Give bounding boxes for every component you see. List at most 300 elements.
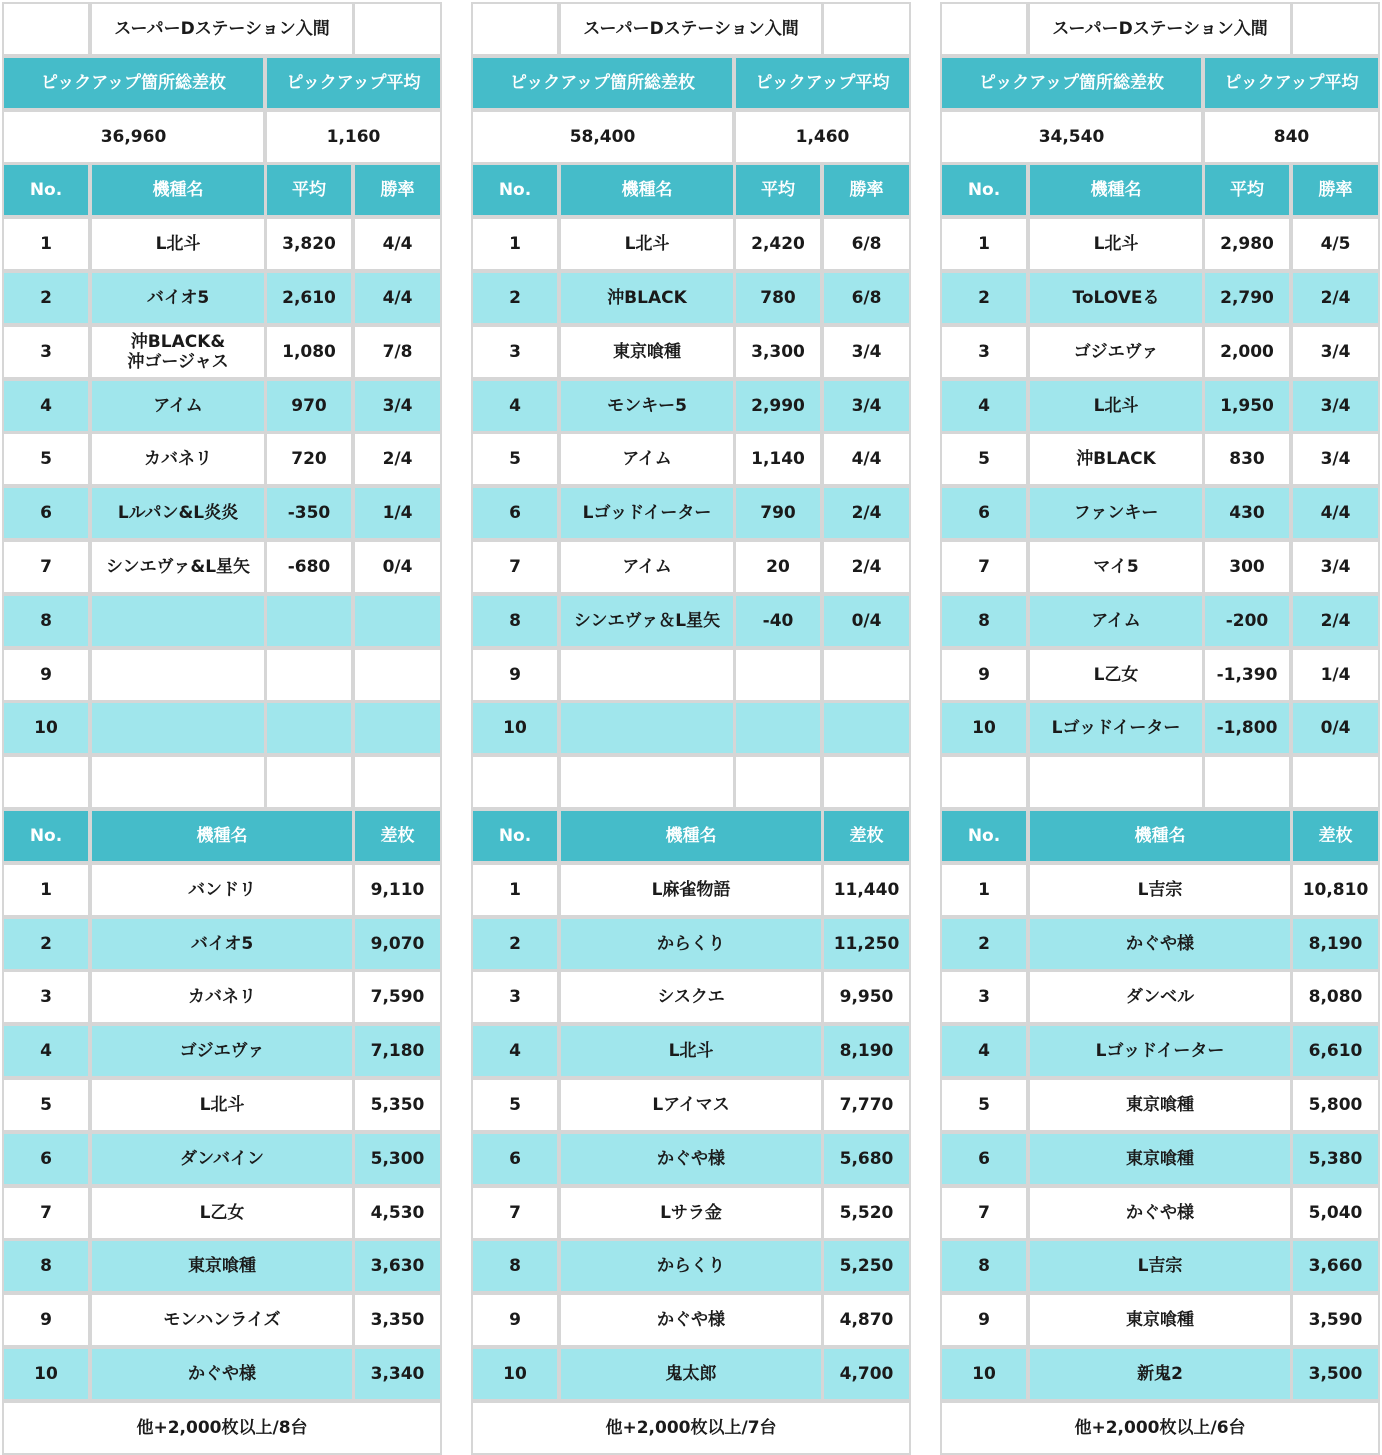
pickup-cell-win-rate: [822, 648, 911, 702]
pickup-cell-no: 8: [940, 594, 1028, 648]
ranking-cell-model: モンハンライズ: [90, 1293, 354, 1347]
pickup-cell-win-rate: 3/4: [1291, 432, 1380, 486]
ranking-cell-no: 6: [2, 1132, 90, 1186]
summary-value-row: [940, 110, 1380, 164]
pickup-cell-no: 1: [2, 217, 90, 271]
pickup-cell-model: カバネリ: [90, 432, 266, 486]
ranking-cell-diff: 5,800: [1291, 1078, 1380, 1132]
pickup-cell-win-rate: [353, 594, 442, 648]
ranking-cell-diff: 11,440: [822, 863, 911, 917]
pickup-cell-no: 1: [940, 217, 1028, 271]
ranking-cell-diff: 9,070: [353, 917, 442, 971]
pickup-cell-model: L北斗: [1028, 379, 1204, 433]
pickup-cell-win-rate: [353, 701, 442, 755]
pickup-cell-no: 10: [471, 701, 559, 755]
summary-total-header: ピックアップ箇所総差枚: [940, 56, 1203, 110]
pickup-cell-no: 10: [940, 701, 1028, 755]
ranking-cell-model: L北斗: [559, 1024, 823, 1078]
ranking-cell-model: かぐや様: [1028, 917, 1292, 971]
pickup-cell-model: シンエヴァ&L星矢: [90, 540, 266, 594]
pickup-cell-average: 20: [734, 540, 822, 594]
ranking-header-model: 機種名: [90, 809, 354, 863]
ranking-cell-model: からくり: [559, 1239, 823, 1293]
pickup-cell-average: -40: [734, 594, 822, 648]
ranking-cell-model: バンドリ: [90, 863, 354, 917]
pickup-header-model: 機種名: [1028, 163, 1204, 217]
ranking-row: [471, 1239, 911, 1293]
ranking-row: [940, 1239, 1380, 1293]
pickup-row: [471, 432, 911, 486]
ranking-cell-no: 8: [2, 1239, 90, 1293]
pickup-row: [940, 594, 1380, 648]
pickup-header-row: [471, 163, 911, 217]
pickup-cell-no: 6: [2, 486, 90, 540]
ranking-cell-diff: 4,870: [822, 1293, 911, 1347]
pickup-cell-model: マイ5: [1028, 540, 1204, 594]
ranking-row: [940, 917, 1380, 971]
ranking-row: [2, 863, 442, 917]
pickup-cell-no: 9: [940, 648, 1028, 702]
ranking-header-no: No.: [2, 809, 90, 863]
pickup-cell-average: 780: [734, 271, 822, 325]
pickup-cell-model: アイム: [1028, 594, 1204, 648]
pickup-cell-model: 沖BLACK& 沖ゴージャス: [90, 325, 266, 379]
pickup-row: [2, 540, 442, 594]
pickup-cell-win-rate: 3/4: [1291, 540, 1380, 594]
footer-note: 他+2,000枚以上/8台: [2, 1401, 442, 1455]
pickup-cell-no: 5: [471, 432, 559, 486]
pickup-cell-model: シンエヴァ＆L星矢: [559, 594, 735, 648]
title-row: [2, 2, 442, 56]
ranking-cell-model: 新鬼2: [1028, 1347, 1292, 1401]
ranking-cell-model: L吉宗: [1028, 863, 1292, 917]
ranking-cell-no: 7: [2, 1186, 90, 1240]
pickup-cell-no: 4: [2, 379, 90, 433]
pickup-row: [471, 379, 911, 433]
pickup-cell-average: 3,820: [265, 217, 353, 271]
ranking-cell-model: Lサラ金: [559, 1186, 823, 1240]
pickup-cell-model: 東京喰種: [559, 325, 735, 379]
pickup-cell-win-rate: 0/4: [353, 540, 442, 594]
ranking-cell-model: 東京喰種: [90, 1239, 354, 1293]
ranking-row: [2, 1347, 442, 1401]
ranking-cell-diff: 8,190: [822, 1024, 911, 1078]
pickup-cell-win-rate: [822, 701, 911, 755]
pickup-cell-win-rate: 3/4: [353, 379, 442, 433]
pickup-cell-win-rate: 2/4: [1291, 594, 1380, 648]
date-label: 4/23: [940, 2, 1028, 56]
pickup-header-win-rate: 勝率: [1291, 163, 1380, 217]
ranking-cell-no: 4: [471, 1024, 559, 1078]
ranking-header-row: [471, 809, 911, 863]
ranking-row: [940, 1024, 1380, 1078]
ranking-row: [940, 1132, 1380, 1186]
pickup-cell-win-rate: 2/4: [822, 540, 911, 594]
pickup-cell-no: 4: [471, 379, 559, 433]
summary-total-value: 58,400: [471, 110, 734, 164]
pickup-cell-win-rate: 4/4: [1291, 486, 1380, 540]
pickup-row: [2, 648, 442, 702]
ranking-cell-no: 8: [471, 1239, 559, 1293]
day-block-1: [2, 0, 442, 1454]
day-block-3: [940, 0, 1380, 1454]
pickup-cell-win-rate: 2/4: [1291, 271, 1380, 325]
ranking-cell-diff: 7,180: [353, 1024, 442, 1078]
summary-total-header: ピックアップ箇所総差枚: [2, 56, 265, 110]
ranking-cell-model: ダンバイン: [90, 1132, 354, 1186]
pickup-cell-win-rate: 3/4: [1291, 325, 1380, 379]
pickup-cell-win-rate: 6/8: [822, 217, 911, 271]
ranking-row: [2, 1024, 442, 1078]
summary-value-row: [2, 110, 442, 164]
ranking-header-no: No.: [940, 809, 1028, 863]
pickup-cell-average: 830: [1203, 432, 1291, 486]
summary-header-row: [2, 56, 442, 110]
summary-header-row: [471, 56, 911, 110]
pickup-cell-model: ファンキー: [1028, 486, 1204, 540]
ranking-cell-diff: 8,080: [1291, 970, 1380, 1024]
pickup-cell-model: L北斗: [559, 217, 735, 271]
pickup-cell-average: [265, 648, 353, 702]
summary-header-row: [940, 56, 1380, 110]
pickup-row: [940, 701, 1380, 755]
pickup-header-average: 平均: [1203, 163, 1291, 217]
pickup-header-model: 機種名: [559, 163, 735, 217]
summary-average-value: 1,460: [734, 110, 911, 164]
pickup-cell-model: L北斗: [90, 217, 266, 271]
pickup-row: [2, 594, 442, 648]
ranking-cell-diff: 5,520: [822, 1186, 911, 1240]
pickup-row: [2, 271, 442, 325]
pickup-row: [2, 379, 442, 433]
ranking-row: [940, 1347, 1380, 1401]
ranking-cell-model: 鬼太郎: [559, 1347, 823, 1401]
pickup-row: [940, 432, 1380, 486]
pickup-cell-no: 7: [2, 540, 90, 594]
pickup-header-win-rate: 勝率: [353, 163, 442, 217]
pickup-cell-win-rate: 4/5: [1291, 217, 1380, 271]
pickup-cell-model: 沖BLACK: [1028, 432, 1204, 486]
pickup-row: [940, 379, 1380, 433]
ranking-cell-no: 5: [2, 1078, 90, 1132]
ranking-cell-model: Lゴッドイーター: [1028, 1024, 1292, 1078]
event-label: 来店for 埼玉: [822, 2, 911, 56]
pickup-cell-model: [90, 594, 266, 648]
pickup-cell-no: 4: [940, 379, 1028, 433]
pickup-cell-average: -1,800: [1203, 701, 1291, 755]
pickup-cell-no: 1: [471, 217, 559, 271]
ranking-cell-model: かぐや様: [559, 1132, 823, 1186]
pickup-cell-average: 970: [265, 379, 353, 433]
pickup-header-average: 平均: [265, 163, 353, 217]
pickup-cell-no: 2: [2, 271, 90, 325]
ranking-row: [471, 863, 911, 917]
pickup-cell-win-rate: 4/4: [353, 271, 442, 325]
ranking-cell-no: 1: [471, 863, 559, 917]
pickup-cell-win-rate: 3/4: [822, 325, 911, 379]
spacer-row: [940, 755, 1380, 809]
pickup-cell-win-rate: 1/4: [353, 486, 442, 540]
ranking-row: [2, 1293, 442, 1347]
ranking-cell-no: 9: [940, 1293, 1028, 1347]
pickup-row: [2, 486, 442, 540]
ranking-row: [2, 1186, 442, 1240]
pickup-cell-win-rate: 1/4: [1291, 648, 1380, 702]
spacer-row: [471, 755, 911, 809]
pickup-cell-win-rate: 2/4: [353, 432, 442, 486]
pickup-cell-average: [734, 648, 822, 702]
pickup-cell-no: 7: [471, 540, 559, 594]
title-row: [940, 2, 1380, 56]
summary-average-header: ピックアップ平均: [265, 56, 442, 110]
pickup-cell-average: [734, 701, 822, 755]
ranking-cell-diff: 10,810: [1291, 863, 1380, 917]
pickup-cell-no: 2: [471, 271, 559, 325]
ranking-cell-diff: 5,300: [353, 1132, 442, 1186]
ranking-cell-model: バイオ5: [90, 917, 354, 971]
summary-average-header: ピックアップ平均: [1203, 56, 1380, 110]
ranking-cell-model: かぐや様: [90, 1347, 354, 1401]
pickup-cell-no: 6: [940, 486, 1028, 540]
ranking-cell-no: 10: [471, 1347, 559, 1401]
ranking-header-no: No.: [471, 809, 559, 863]
ranking-cell-model: かぐや様: [1028, 1186, 1292, 1240]
pickup-cell-no: 10: [2, 701, 90, 755]
pickup-cell-average: 2,990: [734, 379, 822, 433]
ranking-row: [940, 1078, 1380, 1132]
pickup-row: [471, 217, 911, 271]
pickup-cell-no: 8: [2, 594, 90, 648]
ranking-cell-no: 6: [940, 1132, 1028, 1186]
pickup-cell-model: アイム: [559, 540, 735, 594]
pickup-row: [471, 486, 911, 540]
ranking-cell-diff: 6,610: [1291, 1024, 1380, 1078]
ranking-cell-diff: 5,350: [353, 1078, 442, 1132]
pickup-row: [2, 701, 442, 755]
pickup-row: [2, 432, 442, 486]
pickup-cell-average: 2,420: [734, 217, 822, 271]
ranking-cell-no: 3: [940, 970, 1028, 1024]
ranking-cell-model: かぐや様: [559, 1293, 823, 1347]
pickup-cell-average: 720: [265, 432, 353, 486]
ranking-cell-diff: 8,190: [1291, 917, 1380, 971]
summary-average-value: 1,160: [265, 110, 442, 164]
pickup-cell-average: 2,000: [1203, 325, 1291, 379]
ranking-cell-diff: 9,110: [353, 863, 442, 917]
ranking-cell-no: 3: [2, 970, 90, 1024]
summary-average-value: 840: [1203, 110, 1380, 164]
pickup-cell-model: [90, 648, 266, 702]
ranking-cell-model: L乙女: [90, 1186, 354, 1240]
pickup-cell-average: -1,390: [1203, 648, 1291, 702]
ranking-cell-diff: 4,530: [353, 1186, 442, 1240]
ranking-row: [940, 1293, 1380, 1347]
ranking-cell-model: L北斗: [90, 1078, 354, 1132]
footer-row: [2, 1401, 442, 1455]
title-row: [471, 2, 911, 56]
ranking-cell-diff: 9,950: [822, 970, 911, 1024]
pickup-cell-model: L乙女: [1028, 648, 1204, 702]
ranking-cell-diff: 3,500: [1291, 1347, 1380, 1401]
pickup-cell-average: 2,790: [1203, 271, 1291, 325]
summary-total-value: 34,540: [940, 110, 1203, 164]
pickup-row: [940, 648, 1380, 702]
ranking-cell-diff: 3,350: [353, 1293, 442, 1347]
pickup-row: [940, 540, 1380, 594]
ranking-row: [940, 1186, 1380, 1240]
store-name: スーパーDステーション入間: [559, 2, 823, 56]
pickup-cell-model: ゴジエヴァ: [1028, 325, 1204, 379]
ranking-cell-diff: 3,660: [1291, 1239, 1380, 1293]
ranking-cell-no: 5: [940, 1078, 1028, 1132]
ranking-cell-model: ゴジエヴァ: [90, 1024, 354, 1078]
pickup-cell-win-rate: 4/4: [353, 217, 442, 271]
pickup-cell-average: -680: [265, 540, 353, 594]
pickup-cell-average: 1,950: [1203, 379, 1291, 433]
pickup-cell-average: 1,080: [265, 325, 353, 379]
ranking-cell-diff: 7,770: [822, 1078, 911, 1132]
pickup-cell-model: アイム: [90, 379, 266, 433]
pickup-row: [940, 271, 1380, 325]
ranking-cell-model: L吉宗: [1028, 1239, 1292, 1293]
summary-total-header: ピックアップ箇所総差枚: [471, 56, 734, 110]
ranking-row: [2, 970, 442, 1024]
ranking-cell-model: 東京喰種: [1028, 1293, 1292, 1347]
spacer-row: [2, 755, 442, 809]
pickup-header-model: 機種名: [90, 163, 266, 217]
pickup-cell-model: バイオ5: [90, 271, 266, 325]
pickup-cell-model: L北斗: [1028, 217, 1204, 271]
ranking-cell-diff: 5,040: [1291, 1186, 1380, 1240]
pickup-cell-model: モンキー5: [559, 379, 735, 433]
ranking-header-diff: 差枚: [353, 809, 442, 863]
pickup-cell-average: 300: [1203, 540, 1291, 594]
ranking-cell-model: ダンベル: [1028, 970, 1292, 1024]
ranking-row: [471, 1078, 911, 1132]
pickup-cell-win-rate: 0/4: [1291, 701, 1380, 755]
ranking-row: [2, 1132, 442, 1186]
pickup-cell-average: 790: [734, 486, 822, 540]
pickup-cell-no: 9: [2, 648, 90, 702]
ranking-cell-model: カバネリ: [90, 970, 354, 1024]
ranking-cell-model: Lアイマス: [559, 1078, 823, 1132]
ranking-row: [471, 917, 911, 971]
ranking-cell-no: 6: [471, 1132, 559, 1186]
ranking-cell-no: 10: [2, 1347, 90, 1401]
pickup-cell-win-rate: 4/4: [822, 432, 911, 486]
pickup-cell-model: 沖BLACK: [559, 271, 735, 325]
store-name: スーパーDステーション入間: [90, 2, 354, 56]
ranking-cell-model: からくり: [559, 917, 823, 971]
ranking-header-diff: 差枚: [822, 809, 911, 863]
pickup-cell-average: 1,140: [734, 432, 822, 486]
ranking-cell-no: 1: [2, 863, 90, 917]
ranking-cell-model: 東京喰種: [1028, 1078, 1292, 1132]
ranking-cell-no: 7: [940, 1186, 1028, 1240]
ranking-cell-model: L麻雀物語: [559, 863, 823, 917]
pickup-row: [940, 486, 1380, 540]
ranking-cell-diff: 3,630: [353, 1239, 442, 1293]
pickup-cell-model: [559, 648, 735, 702]
pickup-cell-average: -200: [1203, 594, 1291, 648]
ranking-cell-no: 3: [471, 970, 559, 1024]
ranking-header-model: 機種名: [1028, 809, 1292, 863]
summary-total-value: 36,960: [2, 110, 265, 164]
pickup-cell-win-rate: 6/8: [822, 271, 911, 325]
pickup-cell-win-rate: 7/8: [353, 325, 442, 379]
footer-note: 他+2,000枚以上/7台: [471, 1401, 911, 1455]
pickup-cell-model: [90, 701, 266, 755]
ranking-cell-model: シスクエ: [559, 970, 823, 1024]
ranking-cell-no: 9: [2, 1293, 90, 1347]
pickup-cell-win-rate: [353, 648, 442, 702]
ranking-row: [940, 970, 1380, 1024]
pickup-header-row: [2, 163, 442, 217]
ranking-row: [471, 1186, 911, 1240]
pickup-cell-no: 3: [471, 325, 559, 379]
pickup-cell-model: Lゴッドイーター: [559, 486, 735, 540]
pickup-cell-win-rate: 3/4: [822, 379, 911, 433]
pickup-row: [940, 217, 1380, 271]
ranking-header-model: 機種名: [559, 809, 823, 863]
pickup-cell-model: ToLOVEる: [1028, 271, 1204, 325]
ranking-cell-no: 2: [471, 917, 559, 971]
ranking-row: [2, 1078, 442, 1132]
ranking-cell-diff: 7,590: [353, 970, 442, 1024]
footer-row: [940, 1401, 1380, 1455]
pickup-cell-average: 3,300: [734, 325, 822, 379]
ranking-cell-model: 東京喰種: [1028, 1132, 1292, 1186]
ranking-row: [471, 1347, 911, 1401]
pickup-row: [940, 325, 1380, 379]
pickup-cell-model: Lルパン&L炎炎: [90, 486, 266, 540]
footer-note: 他+2,000枚以上/6台: [940, 1401, 1380, 1455]
pickup-header-row: [940, 163, 1380, 217]
pickup-row: [471, 701, 911, 755]
ranking-cell-diff: 11,250: [822, 917, 911, 971]
pickup-cell-model: アイム: [559, 432, 735, 486]
ranking-row: [2, 1239, 442, 1293]
summary-value-row: [471, 110, 911, 164]
ranking-row: [471, 1132, 911, 1186]
pickup-header-no: No.: [471, 163, 559, 217]
summary-average-header: ピックアップ平均: [734, 56, 911, 110]
ranking-header-row: [2, 809, 442, 863]
ranking-cell-diff: 4,700: [822, 1347, 911, 1401]
pickup-cell-model: [559, 701, 735, 755]
ranking-cell-diff: 3,340: [353, 1347, 442, 1401]
event-label: 来店for 埼玉: [353, 2, 442, 56]
ranking-row: [471, 1293, 911, 1347]
ranking-cell-no: 5: [471, 1078, 559, 1132]
date-label: 4/24: [471, 2, 559, 56]
ranking-header-diff: 差枚: [1291, 809, 1380, 863]
ranking-row: [2, 917, 442, 971]
ranking-row: [471, 970, 911, 1024]
ranking-cell-diff: 5,380: [1291, 1132, 1380, 1186]
pickup-row: [471, 325, 911, 379]
pickup-cell-win-rate: 3/4: [1291, 379, 1380, 433]
pickup-cell-win-rate: 2/4: [822, 486, 911, 540]
ranking-cell-no: 2: [2, 917, 90, 971]
pickup-cell-no: 7: [940, 540, 1028, 594]
pickup-cell-no: 8: [471, 594, 559, 648]
ranking-cell-no: 8: [940, 1239, 1028, 1293]
ranking-cell-no: 4: [2, 1024, 90, 1078]
ranking-cell-diff: 5,250: [822, 1239, 911, 1293]
pickup-row: [471, 594, 911, 648]
pickup-cell-average: [265, 701, 353, 755]
